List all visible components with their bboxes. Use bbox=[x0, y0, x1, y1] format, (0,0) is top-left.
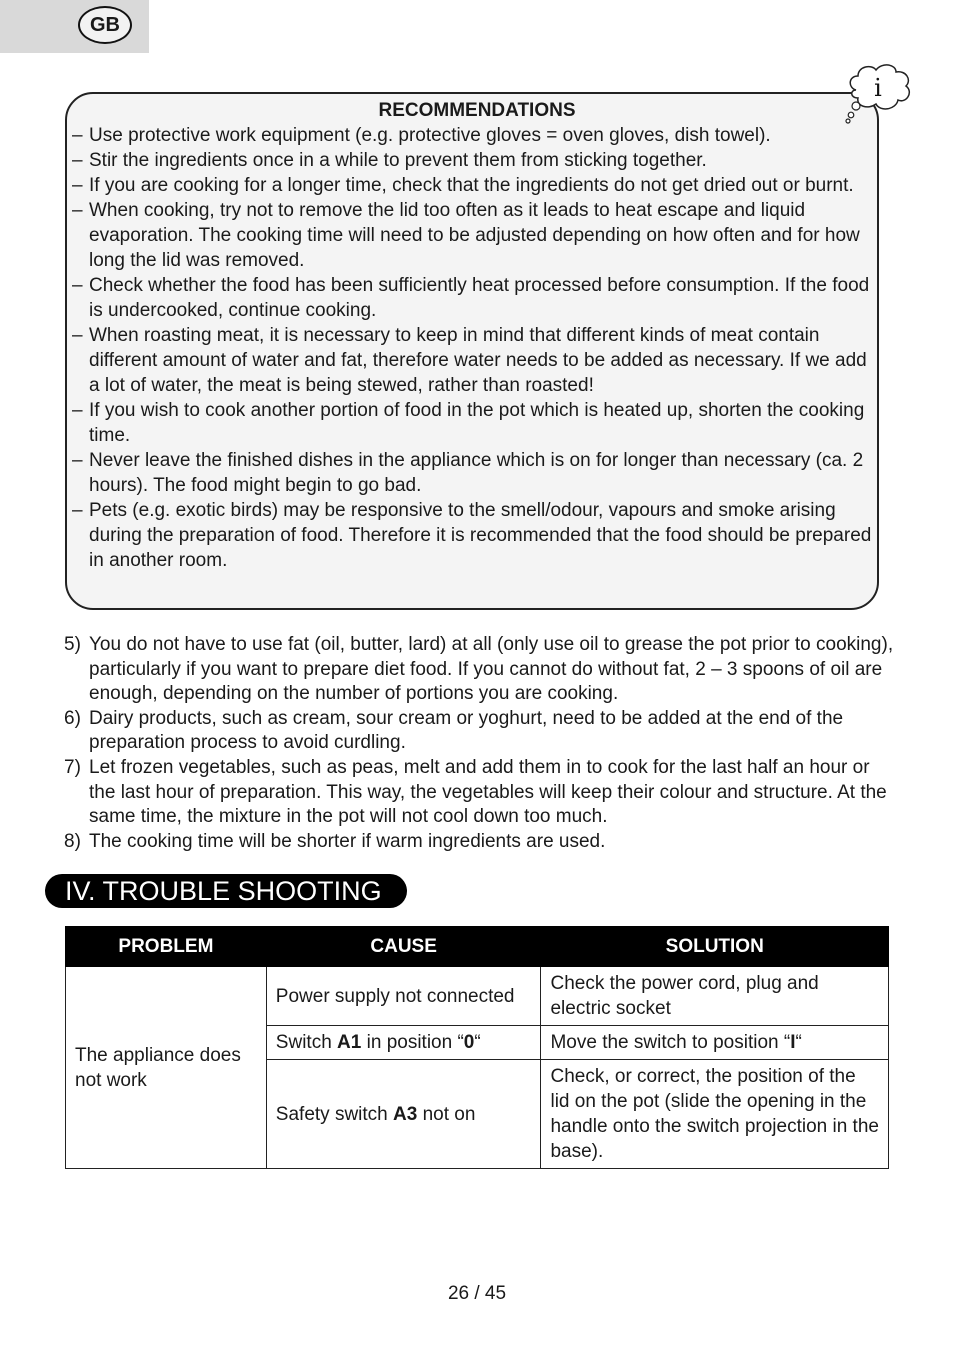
recommendation-item: – Pets (e.g. exotic birds) may be responsive to the smell/odour, vapours and smoke arising during the preparation of food. Therefore it is recommended that the food should be prepared in another room. bbox=[72, 498, 882, 573]
troubleshooting-table bbox=[65, 926, 889, 1169]
cell-text: Check the power cord, plug and electric socket bbox=[550, 973, 819, 1019]
cell-text: Switch bbox=[275, 1032, 338, 1053]
cell-text: not on bbox=[417, 1103, 476, 1125]
bold-text: A3 bbox=[393, 1103, 418, 1125]
bold-text: A1 bbox=[337, 1032, 362, 1053]
language-badge: GB bbox=[78, 6, 132, 44]
recommendation-item: – If you are cooking for a longer time, check that the ingredients do not get dried out or burnt. bbox=[72, 173, 882, 198]
header-cause: CAUSE bbox=[266, 927, 541, 967]
section-title: IV. TROUBLE SHOOTING bbox=[45, 874, 407, 908]
recommendation-item: – Use protective work equipment (e.g. protective gloves = oven gloves, dish towel). bbox=[72, 123, 882, 148]
tip-number: 5) bbox=[64, 634, 81, 655]
tip-text: Let frozen vegetables, such as peas, melt and add them in to cook for the last half an hour or the last hour of preparation. This way, the vegetables will keep their colour and structure. At the same time, the mixture in the pot will not cool down too much. bbox=[89, 756, 887, 828]
recommendation-item: – Never leave the finished dishes in the appliance which is on for longer than necessary (ca. 2 hours). The food might begin to go bad. bbox=[72, 448, 882, 498]
tip-text: Dairy products, such as cream, sour cream or yoghurt, need to be added at the end of the preparation process to avoid curdling. bbox=[89, 707, 844, 754]
cell-text: “ bbox=[474, 1032, 481, 1053]
bold-text: I bbox=[790, 1032, 796, 1053]
tip-item bbox=[64, 756, 894, 830]
solution-cell bbox=[541, 1026, 889, 1060]
recommendation-item: – When cooking, try not to remove the lid too often as it leads to heat escape and liquid evaporation. The cooking time will need to be adjusted depending on how often and for how long the lid was removed. bbox=[72, 198, 882, 273]
tip-number: 8) bbox=[64, 830, 81, 852]
tip-item bbox=[64, 633, 894, 707]
bold-text: 0 bbox=[463, 1032, 475, 1053]
recommendation-item: – When roasting meat, it is necessary to keep in mind that different kinds of meat contain different amount of water and fat, therefore water needs to be added as necessary. If we add a lot of water, the meat is being stewed, rather than roasted! bbox=[72, 323, 882, 398]
recommendations-title: RECOMMENDATIONS bbox=[378, 100, 576, 121]
tip-number: 7) bbox=[64, 756, 81, 778]
cell-text: Move the switch to position “ bbox=[550, 1032, 791, 1053]
language-tab bbox=[0, 0, 149, 53]
solution-cell bbox=[541, 1060, 889, 1169]
cell-text: Power supply not connected bbox=[275, 985, 515, 1007]
table-header-row bbox=[66, 927, 889, 967]
cell-text: “ bbox=[795, 1032, 802, 1053]
tip-number: 6) bbox=[64, 707, 81, 729]
page-number: 26 / 45 bbox=[447, 1283, 507, 1304]
tip-text: You do not have to use fat (oil, butter, lard) at all (only use oil to grease the pot prior to cooking), particularly if you want to prepare diet food. If you cannot do without fat, 2 – 3 spoons of oil are enough, depending on the number of portions you are cooking. bbox=[89, 634, 894, 705]
cause-cell bbox=[266, 967, 541, 1026]
tip-item bbox=[64, 707, 894, 756]
tip-item bbox=[64, 830, 894, 855]
recommendations-list bbox=[72, 123, 882, 573]
cause-cell bbox=[266, 1060, 541, 1169]
tips-list bbox=[64, 633, 894, 854]
recommendation-item: – Stir the ingredients once in a while to prevent them from sticking together. bbox=[72, 148, 882, 173]
info-letter: i bbox=[874, 74, 882, 102]
recommendation-item: – If you wish to cook another portion of food in the pot which is heated up, shorten the cooking time. bbox=[72, 398, 882, 448]
cell-text: Safety switch bbox=[275, 1103, 394, 1125]
recommendation-item: – Check whether the food has been sufficiently heat processed before consumption. If the food is undercooked, continue cooking. bbox=[72, 273, 882, 323]
cause-cell bbox=[266, 1026, 541, 1060]
tip-text: The cooking time will be shorter if warm ingredients are used. bbox=[89, 830, 606, 852]
solution-cell bbox=[541, 967, 889, 1026]
problem-cell: The appliance does not work bbox=[66, 967, 267, 1169]
table-row bbox=[66, 967, 889, 1026]
cell-text: in position “ bbox=[361, 1032, 464, 1053]
cell-text: Check, or correct, the position of the lid on the pot (slide the opening in the handle onto the switch projection in the base). bbox=[550, 1066, 879, 1162]
header-problem: PROBLEM bbox=[66, 927, 267, 967]
header-solution: SOLUTION bbox=[541, 927, 889, 967]
